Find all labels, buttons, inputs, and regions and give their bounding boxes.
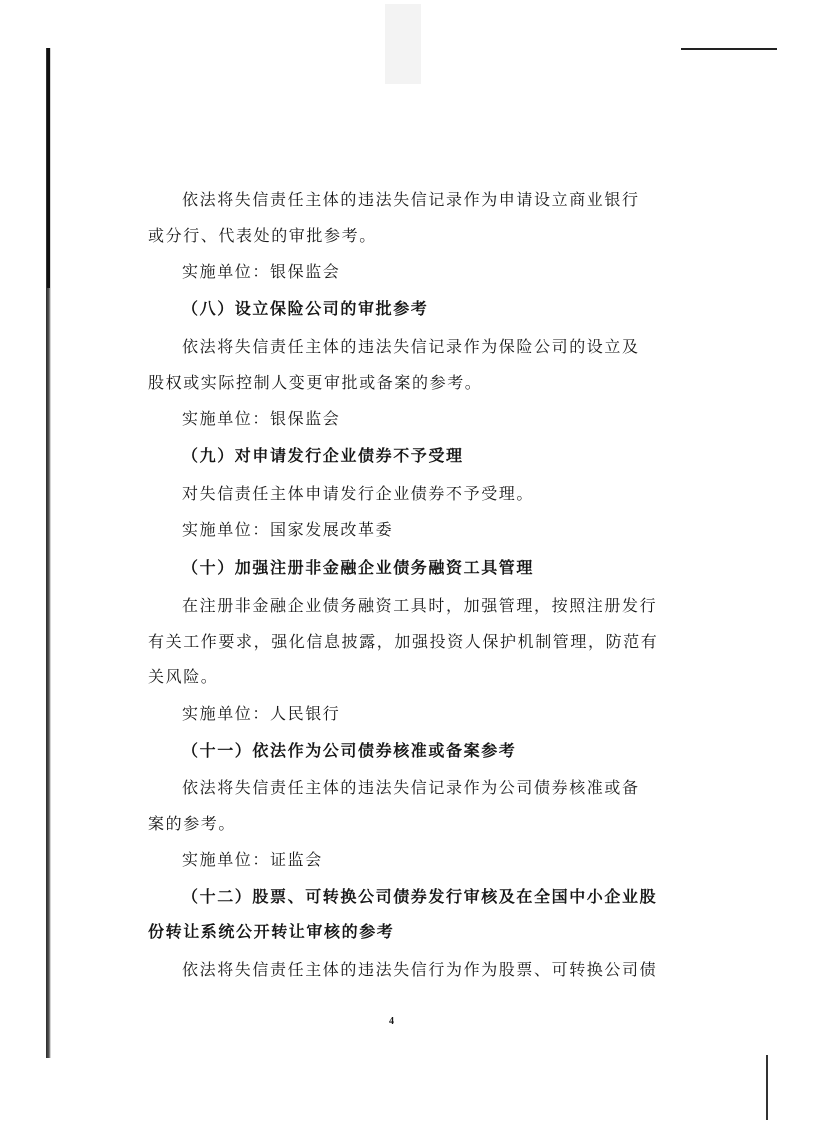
paragraph-line: 在注册非金融企业债务融资工具时，加强管理，按照注册发行 xyxy=(182,596,658,615)
paragraph-line: 有关工作要求，强化信息披露，加强投资人保护机制管理，防范有 xyxy=(148,632,659,651)
section-heading: （八）设立保险公司的审批参考 xyxy=(182,299,429,318)
implementing-unit-line: 实施单位：银保监会 xyxy=(182,409,341,428)
section-heading-continued: 份转让系统公开转让审核的参考 xyxy=(148,922,395,941)
paragraph-line: 对失信责任主体申请发行企业债券不予受理。 xyxy=(182,484,535,503)
paragraph-line: 关风险。 xyxy=(148,667,219,686)
paragraph-line: 依法将失信责任主体的违法失信行为作为股票、可转换公司债 xyxy=(182,960,658,979)
implementing-unit-line: 实施单位：人民银行 xyxy=(182,704,341,723)
paragraph-line: 或分行、代表处的审批参考。 xyxy=(148,226,377,245)
paragraph-line: 股权或实际控制人变更审批或备案的参考。 xyxy=(148,373,483,392)
paragraph-line: 案的参考。 xyxy=(148,814,237,833)
section-heading: （十二）股票、可转换公司债券发行审核及在全国中小企业股 xyxy=(182,887,658,906)
section-heading: （九）对申请发行企业债券不予受理 xyxy=(182,446,464,465)
section-heading: （十一）依法作为公司债券核准或备案参考 xyxy=(182,741,517,760)
implementing-unit-line: 实施单位：证监会 xyxy=(182,850,323,869)
paragraph-line: 依法将失信责任主体的违法失信记录作为申请设立商业银行 xyxy=(182,190,640,209)
paragraph-line: 依法将失信责任主体的违法失信记录作为公司债券核准或备 xyxy=(182,778,640,797)
paragraph-line: 依法将失信责任主体的违法失信记录作为保险公司的设立及 xyxy=(182,337,640,356)
section-heading: （十）加强注册非金融企业债务融资工具管理 xyxy=(182,558,535,577)
page-number: 4 xyxy=(389,1016,394,1027)
implementing-unit-line: 实施单位：银保监会 xyxy=(182,262,341,281)
implementing-unit-line: 实施单位：国家发展改革委 xyxy=(182,520,394,539)
